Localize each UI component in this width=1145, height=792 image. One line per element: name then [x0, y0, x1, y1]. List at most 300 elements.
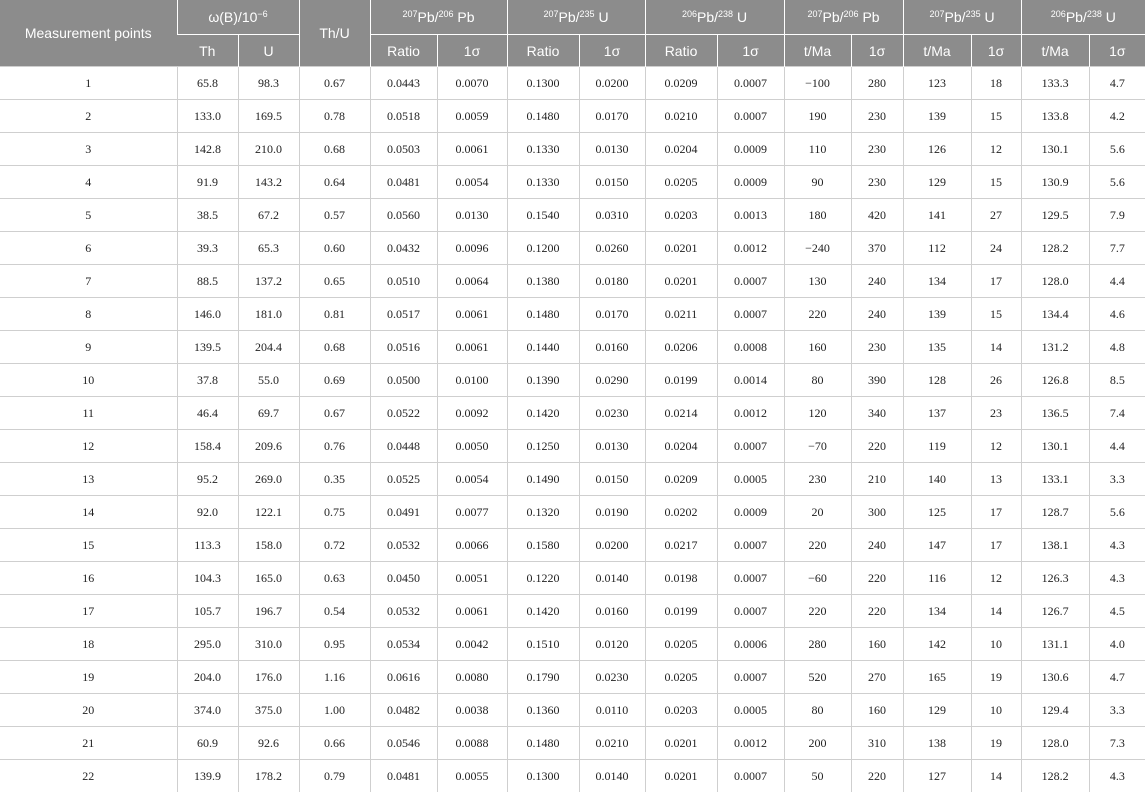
table-cell: 10: [971, 694, 1021, 727]
table-cell: 130.1: [1021, 133, 1089, 166]
table-cell: 165: [903, 661, 971, 694]
header-th-u: Th/U: [299, 0, 370, 67]
table-cell: 0.0140: [579, 760, 645, 792]
table-cell: 0.0012: [717, 397, 784, 430]
table-cell: 0.76: [299, 430, 370, 463]
table-cell: 0.0007: [717, 562, 784, 595]
table-cell: 0.1580: [507, 529, 579, 562]
table-cell: 105.7: [177, 595, 238, 628]
table-cell: 0.0525: [370, 463, 437, 496]
table-cell: 0.0110: [579, 694, 645, 727]
table-cell: 0.0170: [579, 298, 645, 331]
table-cell: 0.0130: [437, 199, 507, 232]
table-cell: 92.0: [177, 496, 238, 529]
table-cell: 0.68: [299, 133, 370, 166]
table-cell: 0.0210: [579, 727, 645, 760]
table-cell: 0.54: [299, 595, 370, 628]
table-cell: 12: [0, 430, 177, 463]
table-cell: 65.3: [238, 232, 299, 265]
table-cell: 10: [0, 364, 177, 397]
table-cell: 0.0009: [717, 496, 784, 529]
table-cell: 0.0200: [579, 67, 645, 100]
table-row: [0, 661, 1145, 694]
table-cell: 137.2: [238, 265, 299, 298]
table-cell: 8.5: [1089, 364, 1145, 397]
table-cell: 131.1: [1021, 628, 1089, 661]
table-cell: 0.0050: [437, 430, 507, 463]
table-cell: 67.2: [238, 199, 299, 232]
table-cell: 0.1360: [507, 694, 579, 727]
table-cell: 240: [851, 529, 903, 562]
table-cell: 0.0443: [370, 67, 437, 100]
table-cell: 0.0077: [437, 496, 507, 529]
table-cell: 0.0205: [645, 628, 717, 661]
table-cell: 88.5: [177, 265, 238, 298]
table-cell: 0.1480: [507, 100, 579, 133]
table-cell: 390: [851, 364, 903, 397]
table-cell: 55.0: [238, 364, 299, 397]
table-cell: 139: [903, 298, 971, 331]
table-cell: 128: [903, 364, 971, 397]
table-row: [0, 166, 1145, 199]
table-cell: 0.0051: [437, 562, 507, 595]
table-cell: −60: [784, 562, 851, 595]
table-cell: 220: [784, 298, 851, 331]
table-cell: 240: [851, 265, 903, 298]
table-cell: 0.1250: [507, 430, 579, 463]
table-cell: 0.68: [299, 331, 370, 364]
table-cell: 0.0061: [437, 133, 507, 166]
table-cell: 0.0202: [645, 496, 717, 529]
table-cell: 20: [784, 496, 851, 529]
table-cell: 125: [903, 496, 971, 529]
table-cell: 22: [0, 760, 177, 792]
table-cell: 133.0: [177, 100, 238, 133]
table-cell: 126.8: [1021, 364, 1089, 397]
table-cell: 0.0088: [437, 727, 507, 760]
table-cell: 0.0500: [370, 364, 437, 397]
table-cell: 230: [851, 331, 903, 364]
table-row: [0, 760, 1145, 792]
table-cell: 0.0007: [717, 67, 784, 100]
table-cell: 18: [0, 628, 177, 661]
table-cell: 0.67: [299, 67, 370, 100]
table-cell: 209.6: [238, 430, 299, 463]
table-cell: 0.0008: [717, 331, 784, 364]
table-cell: 126.7: [1021, 595, 1089, 628]
table-cell: 0.0210: [645, 100, 717, 133]
table-cell: 280: [784, 628, 851, 661]
table-cell: 0.0560: [370, 199, 437, 232]
table-cell: 4.3: [1089, 529, 1145, 562]
table-cell: 130: [784, 265, 851, 298]
header-pb206-u238-age: $^{206}$Pb/$^{238}$ U: [1021, 0, 1145, 35]
table-cell: 0.0007: [717, 265, 784, 298]
table-cell: 0.63: [299, 562, 370, 595]
table-cell: 0.81: [299, 298, 370, 331]
table-cell: 0.1440: [507, 331, 579, 364]
table-cell: 4.4: [1089, 265, 1145, 298]
table-cell: 230: [784, 463, 851, 496]
table-cell: 18: [971, 67, 1021, 100]
table-row: [0, 562, 1145, 595]
header-tma: t/Ma: [1021, 35, 1089, 67]
table-cell: 0.0290: [579, 364, 645, 397]
table-cell: 269.0: [238, 463, 299, 496]
table-cell: 0.0481: [370, 760, 437, 792]
table-cell: 133.1: [1021, 463, 1089, 496]
table-cell: 119: [903, 430, 971, 463]
table-cell: 128.2: [1021, 760, 1089, 792]
table-cell: 138: [903, 727, 971, 760]
table-cell: 0.0201: [645, 232, 717, 265]
header-ratio: Ratio: [370, 35, 437, 67]
table-cell: 65.8: [177, 67, 238, 100]
table-cell: 0.0510: [370, 265, 437, 298]
table-cell: 158.4: [177, 430, 238, 463]
table-cell: 9: [0, 331, 177, 364]
table-cell: 131.2: [1021, 331, 1089, 364]
table-cell: 38.5: [177, 199, 238, 232]
table-row: [0, 265, 1145, 298]
table-cell: 204.4: [238, 331, 299, 364]
table-cell: 210: [851, 463, 903, 496]
table-cell: 0.79: [299, 760, 370, 792]
header-pb207-u235-ratio: $^{207}$Pb/$^{235}$ U: [507, 0, 645, 35]
header-measurement-points: Measurement points: [0, 0, 177, 67]
table-cell: 0.0201: [645, 760, 717, 792]
table-row: [0, 298, 1145, 331]
table-cell: 160: [851, 628, 903, 661]
table-cell: 0.57: [299, 199, 370, 232]
table-cell: 0.0616: [370, 661, 437, 694]
table-cell: 520: [784, 661, 851, 694]
table-cell: 0.0190: [579, 496, 645, 529]
table-cell: 0.0201: [645, 265, 717, 298]
table-cell: 39.3: [177, 232, 238, 265]
table-cell: 116: [903, 562, 971, 595]
table-cell: 2: [0, 100, 177, 133]
table-cell: 0.0080: [437, 661, 507, 694]
table-cell: 0.0204: [645, 133, 717, 166]
table-cell: 13: [0, 463, 177, 496]
table-cell: 0.0517: [370, 298, 437, 331]
table-cell: 50: [784, 760, 851, 792]
table-cell: 3.3: [1089, 694, 1145, 727]
table-cell: 3: [0, 133, 177, 166]
table-cell: 0.0522: [370, 397, 437, 430]
table-cell: 0.35: [299, 463, 370, 496]
table-cell: 190: [784, 100, 851, 133]
header-tma: t/Ma: [903, 35, 971, 67]
table-cell: 0.1420: [507, 595, 579, 628]
table-cell: 0.0064: [437, 265, 507, 298]
table-cell: 160: [784, 331, 851, 364]
table-cell: 113.3: [177, 529, 238, 562]
table-cell: 178.2: [238, 760, 299, 792]
table-cell: 19: [0, 661, 177, 694]
table-cell: 0.0070: [437, 67, 507, 100]
table-cell: 128.0: [1021, 727, 1089, 760]
table-cell: −70: [784, 430, 851, 463]
table-cell: 133.8: [1021, 100, 1089, 133]
table-cell: 46.4: [177, 397, 238, 430]
header-tma: t/Ma: [784, 35, 851, 67]
table-cell: 0.0150: [579, 463, 645, 496]
table-cell: 130.1: [1021, 430, 1089, 463]
table-cell: 135: [903, 331, 971, 364]
table-cell: 5.6: [1089, 166, 1145, 199]
table-cell: 17: [971, 265, 1021, 298]
header-pb207-u235-age: $^{207}$Pb/$^{235}$ U: [903, 0, 1021, 35]
table-cell: 5.6: [1089, 496, 1145, 529]
table-cell: 123: [903, 67, 971, 100]
table-cell: 0.0205: [645, 166, 717, 199]
table-cell: 146.0: [177, 298, 238, 331]
table-cell: 91.9: [177, 166, 238, 199]
table-cell: 142.8: [177, 133, 238, 166]
header-omega: $\omega(B)/10^{-6}$: [177, 0, 299, 35]
table-cell: 0.1420: [507, 397, 579, 430]
table-cell: 310: [851, 727, 903, 760]
table-cell: 0.0150: [579, 166, 645, 199]
table-cell: 310.0: [238, 628, 299, 661]
table-cell: 95.2: [177, 463, 238, 496]
table-cell: 0.60: [299, 232, 370, 265]
table-cell: 127: [903, 760, 971, 792]
table-cell: 0.0042: [437, 628, 507, 661]
table-cell: 375.0: [238, 694, 299, 727]
table-cell: 0.66: [299, 727, 370, 760]
table-cell: 23: [971, 397, 1021, 430]
table-cell: 374.0: [177, 694, 238, 727]
table-cell: 141: [903, 199, 971, 232]
table-row: [0, 463, 1145, 496]
table-cell: 26: [971, 364, 1021, 397]
table-cell: 0.0005: [717, 463, 784, 496]
table-cell: 1.00: [299, 694, 370, 727]
table-cell: 126.3: [1021, 562, 1089, 595]
table-cell: 0.1300: [507, 67, 579, 100]
table-cell: 1.16: [299, 661, 370, 694]
table-cell: 240: [851, 298, 903, 331]
table-cell: 0.72: [299, 529, 370, 562]
table-cell: 14: [971, 595, 1021, 628]
table-row: [0, 133, 1145, 166]
table-cell: 210.0: [238, 133, 299, 166]
table-cell: 0.78: [299, 100, 370, 133]
table-cell: 0.0546: [370, 727, 437, 760]
table-cell: 0.0061: [437, 298, 507, 331]
table-cell: 129.5: [1021, 199, 1089, 232]
table-cell: 13: [971, 463, 1021, 496]
table-cell: 129: [903, 694, 971, 727]
header-sigma: 1σ: [1089, 35, 1145, 67]
header-sigma: 1σ: [437, 35, 507, 67]
table-cell: 128.2: [1021, 232, 1089, 265]
table-cell: 128.0: [1021, 265, 1089, 298]
table-cell: 143.2: [238, 166, 299, 199]
table-cell: 0.0009: [717, 133, 784, 166]
table-cell: 0.0481: [370, 166, 437, 199]
table-cell: 300: [851, 496, 903, 529]
table-cell: 0.0203: [645, 199, 717, 232]
table-cell: 112: [903, 232, 971, 265]
table-cell: 4.0: [1089, 628, 1145, 661]
table-cell: 0.0038: [437, 694, 507, 727]
table-cell: 0.0096: [437, 232, 507, 265]
table-cell: 14: [971, 331, 1021, 364]
table-cell: 295.0: [177, 628, 238, 661]
table-cell: 142: [903, 628, 971, 661]
table-row: [0, 67, 1145, 100]
table-cell: 140: [903, 463, 971, 496]
table-cell: 0.75: [299, 496, 370, 529]
table-cell: 0.0007: [717, 298, 784, 331]
table-row: [0, 529, 1145, 562]
table-cell: 7.4: [1089, 397, 1145, 430]
table-cell: 16: [0, 562, 177, 595]
table-cell: 134: [903, 595, 971, 628]
header-sigma: 1σ: [579, 35, 645, 67]
table-cell: 4.7: [1089, 661, 1145, 694]
table-cell: 220: [784, 595, 851, 628]
table-body: [0, 67, 1145, 792]
table-row: [0, 628, 1145, 661]
header-th: Th: [177, 35, 238, 67]
table-cell: 126: [903, 133, 971, 166]
table-cell: 0.0214: [645, 397, 717, 430]
table-cell: 80: [784, 694, 851, 727]
table-cell: 21: [0, 727, 177, 760]
table-cell: −240: [784, 232, 851, 265]
header-sigma: 1σ: [971, 35, 1021, 67]
table-cell: 220: [851, 430, 903, 463]
table-cell: 0.0007: [717, 529, 784, 562]
table-cell: 0.0204: [645, 430, 717, 463]
table-cell: 19: [971, 727, 1021, 760]
table-cell: 0.0014: [717, 364, 784, 397]
table-cell: 200: [784, 727, 851, 760]
table-cell: 5.6: [1089, 133, 1145, 166]
table-cell: 0.0160: [579, 331, 645, 364]
table-cell: 147: [903, 529, 971, 562]
table-cell: 4.8: [1089, 331, 1145, 364]
table-row: [0, 595, 1145, 628]
table-cell: 4.6: [1089, 298, 1145, 331]
table-cell: 0.1330: [507, 166, 579, 199]
table-cell: 5: [0, 199, 177, 232]
table-cell: 0.0532: [370, 595, 437, 628]
table-cell: 8: [0, 298, 177, 331]
table-cell: 176.0: [238, 661, 299, 694]
table-cell: 37.8: [177, 364, 238, 397]
header-pb206-u238-ratio: $^{206}$Pb/$^{238}$ U: [645, 0, 784, 35]
table-cell: 6: [0, 232, 177, 265]
table-cell: 169.5: [238, 100, 299, 133]
header-pb207-pb206-ratio: $^{207}$Pb/$^{206}$ Pb: [370, 0, 507, 35]
table-cell: 0.0230: [579, 397, 645, 430]
table-cell: 0.0516: [370, 331, 437, 364]
table-cell: 10: [971, 628, 1021, 661]
table-cell: 17: [971, 529, 1021, 562]
table-cell: 0.0200: [579, 529, 645, 562]
table-cell: 0.0007: [717, 760, 784, 792]
table-cell: 20: [0, 694, 177, 727]
table-row: [0, 694, 1145, 727]
header-ratio: Ratio: [645, 35, 717, 67]
table-cell: 0.0100: [437, 364, 507, 397]
table-cell: 0.0009: [717, 166, 784, 199]
table-cell: 0.0211: [645, 298, 717, 331]
table-cell: 340: [851, 397, 903, 430]
table-cell: 7: [0, 265, 177, 298]
table-cell: 0.0205: [645, 661, 717, 694]
table-cell: 4.5: [1089, 595, 1145, 628]
table-cell: 133.3: [1021, 67, 1089, 100]
table-cell: 0.0007: [717, 100, 784, 133]
header-pb207-pb206-age: $^{207}$Pb/$^{206}$ Pb: [784, 0, 903, 35]
table-cell: 0.0206: [645, 331, 717, 364]
table-cell: 180: [784, 199, 851, 232]
table-cell: 27: [971, 199, 1021, 232]
table-cell: 230: [851, 100, 903, 133]
table-row: [0, 331, 1145, 364]
header-u: U: [238, 35, 299, 67]
table-cell: 0.1490: [507, 463, 579, 496]
table-cell: 12: [971, 562, 1021, 595]
table-cell: 11: [0, 397, 177, 430]
table-row: [0, 430, 1145, 463]
table-cell: 0.0201: [645, 727, 717, 760]
table-cell: 129.4: [1021, 694, 1089, 727]
table-cell: 4.7: [1089, 67, 1145, 100]
table-header: [0, 0, 1145, 67]
table-cell: 17: [0, 595, 177, 628]
table-cell: 0.0199: [645, 364, 717, 397]
table-cell: 137: [903, 397, 971, 430]
table-cell: 0.1390: [507, 364, 579, 397]
table-cell: 181.0: [238, 298, 299, 331]
table-cell: 129: [903, 166, 971, 199]
header-ratio: Ratio: [507, 35, 579, 67]
table-cell: 0.0209: [645, 463, 717, 496]
table-cell: 3.3: [1089, 463, 1145, 496]
table-cell: 138.1: [1021, 529, 1089, 562]
table-cell: 0.0170: [579, 100, 645, 133]
table-cell: 204.0: [177, 661, 238, 694]
table-cell: 7.7: [1089, 232, 1145, 265]
table-cell: 0.95: [299, 628, 370, 661]
table-cell: 0.0209: [645, 67, 717, 100]
table-cell: 196.7: [238, 595, 299, 628]
header-sigma: 1σ: [717, 35, 784, 67]
table-cell: 0.0450: [370, 562, 437, 595]
table-cell: 60.9: [177, 727, 238, 760]
table-cell: 0.0007: [717, 661, 784, 694]
table-row: [0, 199, 1145, 232]
table-cell: 7.9: [1089, 199, 1145, 232]
table-cell: 0.1200: [507, 232, 579, 265]
table-cell: 0.0260: [579, 232, 645, 265]
table-cell: 15: [971, 298, 1021, 331]
table-cell: 0.0482: [370, 694, 437, 727]
table-cell: 0.0066: [437, 529, 507, 562]
table-cell: 220: [784, 529, 851, 562]
table-cell: 0.0160: [579, 595, 645, 628]
table-cell: 1: [0, 67, 177, 100]
table-cell: 0.1380: [507, 265, 579, 298]
